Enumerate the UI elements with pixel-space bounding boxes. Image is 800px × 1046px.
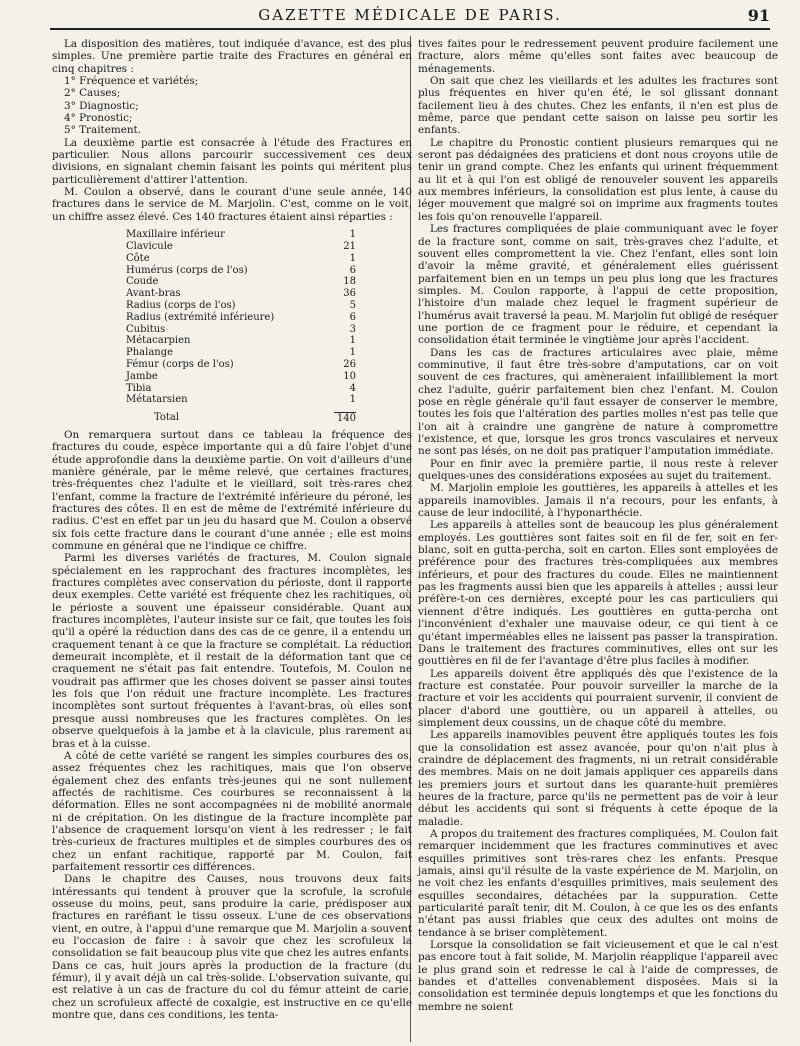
table-cell-value: 1: [349, 394, 356, 406]
compliquees-paragraph: Les fractures compliquées de plaie communiquant avec le foyer de la fracture sont, comme on sait, très-graves chez l'adulte, et souvent elles compromettent la vie. Chez l'enfant, elles sont loin d'avoir la même gravité, et généralement elles guérissent parfaitement bien en un temps un peu plus long que les fractures simples. M. Coulon rapporte, à l'appui de cette proposition, l'histoire d'un malade chez lequel le fragment supérieur de l'humérus avait traversé la peau. M. Marjolin fut obligé de reséquer une portion de ce fragment pour le réduire, et cependant la consolidation était terminée le vingtième jour après l'accident.: [418, 223, 778, 347]
table-cell-value: 1: [349, 252, 356, 264]
coulon-paragraph: M. Coulon a observé, dans le courant d'une seule année, 140 fractures dans le service de M. Marjolin. C'est, comme on le voit, un chiffre assez élevé. Ces 140 fractures étaient ainsi réparties :: [52, 186, 412, 223]
appliques-paragraph: Les appareils doivent être appliqués dès que l'existence de la fracture est constatée. Pour pouvoir surveiller la marche de la fracture et voir les accidents qui pourraient survenir, il convient de placer d'abord une gouttière, ou un appareil à attelles, ou simplement deux coussins, un de chaque côté du membre.: [418, 667, 778, 729]
causes-paragraph: Dans le chapitre des Causes, nous trouvons deux faits intéressants qui tendent à prouver que la scrofule, la scrofule osseuse du moins, peut, sans produire la carie, prédisposer aux fractures en raréfiant le tissu osseux. L'une de ces observations vient, en outre, à l'appui d'une remarque que M. Marjolin a souvent eu l'occasion de faire : à savoir que chez les scrofuleux la consolidation se fait beaucoup plus vite que chez les autres enfants. Dans ce cas, huit jours après la production de la fracture (du fémur), il y avait déjà un cal très-solide. L'observation suivante, qui est relative à un cas de fracture du col du fémur atteint de carie, chez un scrofuleux affecté de coxalgie, est instructive en ce qu'elle montre que, dans ces conditions, les tenta-: [52, 873, 412, 1022]
table-cell-label: Avant-bras: [126, 288, 181, 300]
table-cell-label: Métatarsien: [126, 394, 188, 406]
continued-paragraph: tives faites pour le redressement peuvent produire facilement une fracture, alors même qu'elles sont faites avec beaucoup de ménagements.: [418, 38, 778, 75]
table-row: [126, 324, 356, 336]
table-cell-value: 5: [349, 299, 356, 311]
table-cell-label: Cubitus: [126, 323, 166, 335]
chapter-item: 4° Pronostic;: [64, 112, 133, 125]
right-column: [418, 38, 778, 1013]
table-row: [126, 359, 356, 371]
table-cell-label: Côte: [126, 252, 150, 264]
table-cell-label: Radius (corps de l'os): [126, 299, 236, 311]
table-row: [126, 300, 356, 312]
table-cell-label: Phalange: [126, 347, 174, 359]
table-row: [126, 288, 356, 300]
propos-paragraph: A propos du traitement des fractures compliquées, M. Coulon fait remarquer incidemment que les fractures comminutives et avec esquilles primitives sont très-rares chez les enfants. Presque jamais, ainsi qu'il résulte de la vaste expérience de M. Marjolin, on ne voit chez les enfants d'esquilles primitives, mais seulement des esquilles secondaires, détachées par la suppuration. Cette particularité paraît tenir, dit M. Coulon, à ce que les os des enfants n'étant pas aussi friables que ceux des adultes ont moins de tendance à se briser complètement.: [418, 828, 778, 939]
table-cell-value: 36: [343, 288, 356, 300]
courbures-paragraph: A côté de cette variété se rangent les simples courbures des os, assez fréquentes chez les rachitiques, mais que l'on observe également chez des enfants très-jeunes qui ne sont nullement affectés de rachitisme. Ces courbures se reconnaissent à la déformation. Elles ne sont accompagnées ni de mobilité anormale ni de crépitation. On les distingue de la fracture incomplète par l'absence de craquement lorsqu'on vient à les redresser ; le fait très-curieux de fractures multiples et de simples courbures des os chez un enfant rachitique, rapporté par M. Coulon, fait parfaitement ressortir ces différences.: [52, 749, 412, 873]
table-total-row: [126, 412, 356, 425]
table-cell-value: 4: [349, 382, 356, 394]
table-cell-label: Fémur (corps de l'os): [126, 358, 234, 370]
vicieusement-paragraph: Lorsque la consolidation se fait vicieusement et que le cal n'est pas encore tout à fait solide, M. Marjolin réapplique l'appareil avec le plus grand soin et redresse le cal à l'aide de compresses, de bandes et d'attelles convenablement disposées. Mais si la consolidation est terminée depuis longtemps et que les fonctions du membre ne soient: [418, 939, 778, 1013]
table-row: [126, 383, 356, 395]
gouttieres-paragraph: M. Marjolin emploie les gouttières, les appareils à attelles et les appareils inamovibles. Jamais il n'a recours, pour les enfants, à cause de leur indocilité, à l'hyponarthécie.: [418, 482, 778, 520]
table-cell-value: 18: [343, 276, 356, 288]
second-part-paragraph: La deuxième partie est consacrée à l'étude des Fractures en particulier. Nous allons parcourir successivement ces deux divisions, en signalant chemin faisant les points qui méritent plus particulièrement d'attirer l'attention.: [52, 136, 412, 186]
table-cell-label: Jambe: [126, 370, 158, 382]
table-cell-value: 21: [343, 240, 356, 252]
page-number: 91: [747, 6, 770, 25]
intro-paragraph: La disposition des matières, tout indiquée d'avance, est des plus simples. Une première partie traite des Fractures en général en cinq chapitres :: [52, 38, 412, 75]
left-column: [52, 38, 412, 1021]
table-cell-value: 1: [349, 229, 356, 241]
varietes-paragraph: Parmi les diverses variétés de fractures, M. Coulon signale spécialement en les rapprochant des fractures incomplètes, les fractures complètes avec conservation du périoste, dont il rapporte deux exemples. Cette variété est fréquente chez les rachitiques, où le périoste a souvent une épaisseur considérable. Quant aux fractures incomplètes, l'auteur insiste sur ce fait, que toutes les fois qu'il a opéré la réduction dans des cas de ce genre, il a entendu un craquement tenant à ce que la fracture se complétait. La réduction demeurait incomplète, et il restait de la déformation tant que ce craquement ne s'était pas fait entendre. Toutefois, M. Coulon ne voudrait pas affirmer que les choses doivent se passer ainsi toutes les fois que l'on réduit une fracture incomplète. Les fractures incomplètes sont surtout fréquentes à l'avant-bras, où elles sont presque aussi nombreuses que les fractures complètes. On les observe quelquefois à la jambe et à la clavicule, plus rarement au bras et à la cuisse.: [52, 552, 412, 750]
table-cell-label: Radius (extrémité inférieure): [126, 311, 275, 323]
chapter-item: 1° Fréquence et variétés;: [64, 75, 199, 88]
table-row: [126, 335, 356, 347]
table-row: [126, 276, 356, 288]
table-cell-value: 3: [349, 323, 356, 335]
table-row: [126, 347, 356, 359]
table-row: [126, 265, 356, 277]
table-cell-value: 26: [343, 358, 356, 370]
total-value: 140: [334, 412, 356, 425]
table-row: [126, 241, 356, 253]
table-row: [126, 394, 356, 406]
table-cell-value: 1: [349, 335, 356, 347]
fracture-table: [126, 229, 356, 425]
table-cell-value: 1: [349, 347, 356, 359]
articulaires-paragraph: Dans les cas de fractures articulaires avec plaie, même comminutive, il faut être très-sobre d'amputations, car on voit souvent de ces fractures, qui amèneraient infailliblement la mort chez l'adulte, guérir parfaitement bien chez l'enfant. M. Coulon pose en règle générale qu'il faut essayer de conserver le membre, toutes les fois que l'altération des parties molles n'est pas telle que l'on ait à craindre une gangrène de nature à compromettre l'existence, et que, lorsque les gros troncs vasculaires et nerveux ne sont pas lésés, on ne doit pas pratiquer l'amputation immédiate.: [418, 346, 778, 458]
table-cell-label: Coude: [126, 276, 159, 288]
table-row: [126, 253, 356, 265]
table-cell-label: Clavicule: [126, 240, 173, 252]
pronostic-paragraph: Le chapitre du Pronostic contient plusieurs remarques qui ne seront pas dédaignées des praticiens et dont nous croyons utile de tenir un grand compte. Chez les enfants qui urinent fréquemment au lit et à qui l'on est obligé de renouveler souvent les appareils aux membres inférieurs, la consolidation est plus lente, à cause du léger mouvement que malgré soi on imprime aux fragments toutes les fois qu'on renouvelle l'appareil.: [418, 136, 778, 223]
coude-paragraph: On remarquera surtout dans ce tableau la fréquence des fractures du coude, espèce importante qui a dû faire l'objet d'une étude approfondie dans la deuxième partie. On voit d'ailleurs d'une manière générale, par le même relevé, que certaines fractures, très-fréquentes chez l'adulte et le vieillard, soit très-rares chez l'enfant, comme la fracture de l'extrémité inférieure du péroné, les fractures des côtes. Il en est de même de l'extrémité inférieure du radius. C'est en effet par un jeu du hasard que M. Coulon a observé six fois cette fracture dans le courant d'une année ; elle est moins commune en général que ne l'indique ce chiffre.: [52, 428, 412, 552]
finir-paragraph: Pour en finir avec la première partie, il nous reste à relever quelques-unes des considérations exposées au sujet du traitement.: [418, 457, 778, 483]
journal-title: GAZETTE MÉDICALE DE PARIS.: [258, 6, 562, 24]
chapter-item: 2° Causes;: [64, 87, 121, 100]
table-cell-label: Métacarpien: [126, 335, 191, 347]
table-cell-label: Maxillaire inférieur: [126, 229, 225, 241]
table-cell-value: 6: [349, 311, 356, 323]
table-cell-label: Tibia: [126, 382, 152, 394]
table-cell-value: 10: [343, 370, 356, 382]
chapter-item: 3° Diagnostic;: [64, 99, 139, 112]
table-row: [126, 371, 356, 383]
attelles-paragraph: Les appareils à attelles sont de beaucoup les plus généralement employés. Les gouttières sont faites soit en fil de fer, soit en fer-blanc, soit en gutta-percha, soit en carton. Elles sont employées de préférence pour des fractures très-compliquées aux membres inférieurs, et pour des fractures du coude. Elles ne maintiennent pas les fragments aussi bien que les appareils à attelles ; aussi leur préfère-t-on ces dernières, excepté pour les cas particuliers qui viennent d'être indiqués. Les gouttières en gutta-percha ont l'inconvénient d'exhaler une mauvaise odeur, ce qui tient à ce qu'étant imperméables elles ne laissent pas passer la transpiration. Dans le traitement des fractures comminutives, elles ont sur les gouttières en fil de fer l'avantage d'être plus faciles à modifier.: [418, 519, 778, 668]
page-header: [50, 2, 770, 30]
table-cell-value: 6: [349, 264, 356, 276]
chapter-list: [52, 75, 412, 137]
chapter-item: 5° Traitement.: [64, 124, 142, 137]
inamovibles-paragraph: Les appareils inamovibles peuvent être appliqués toutes les fois que la consolidation est assez avancée, pour qu'on n'ait plus à craindre de déplacement des fragments, ni un retrait considérable des membres. Mais on ne doit jamais appliquer ces appareils dans les premiers jours et surtout dans les quarante-huit premières heures de la fracture, parce qu'ils ne permettent pas de voir à leur début les accidents qui sont si fréquents à cette époque de la maladie.: [418, 729, 778, 828]
vieillards-paragraph: On sait que chez les vieillards et les adultes les fractures sont plus fréquentes en hiver qu'en été, le sol glissant donnant facilement lieu à des chutes. Chez les enfants, il n'en est plus de même, parce que pendant cette saison on laisse peu sortir les enfants.: [418, 75, 778, 137]
table-row: [126, 312, 356, 324]
total-label: Total: [154, 412, 180, 424]
table-row: [126, 229, 356, 241]
table-cell-label: Humérus (corps de l'os): [126, 264, 248, 276]
